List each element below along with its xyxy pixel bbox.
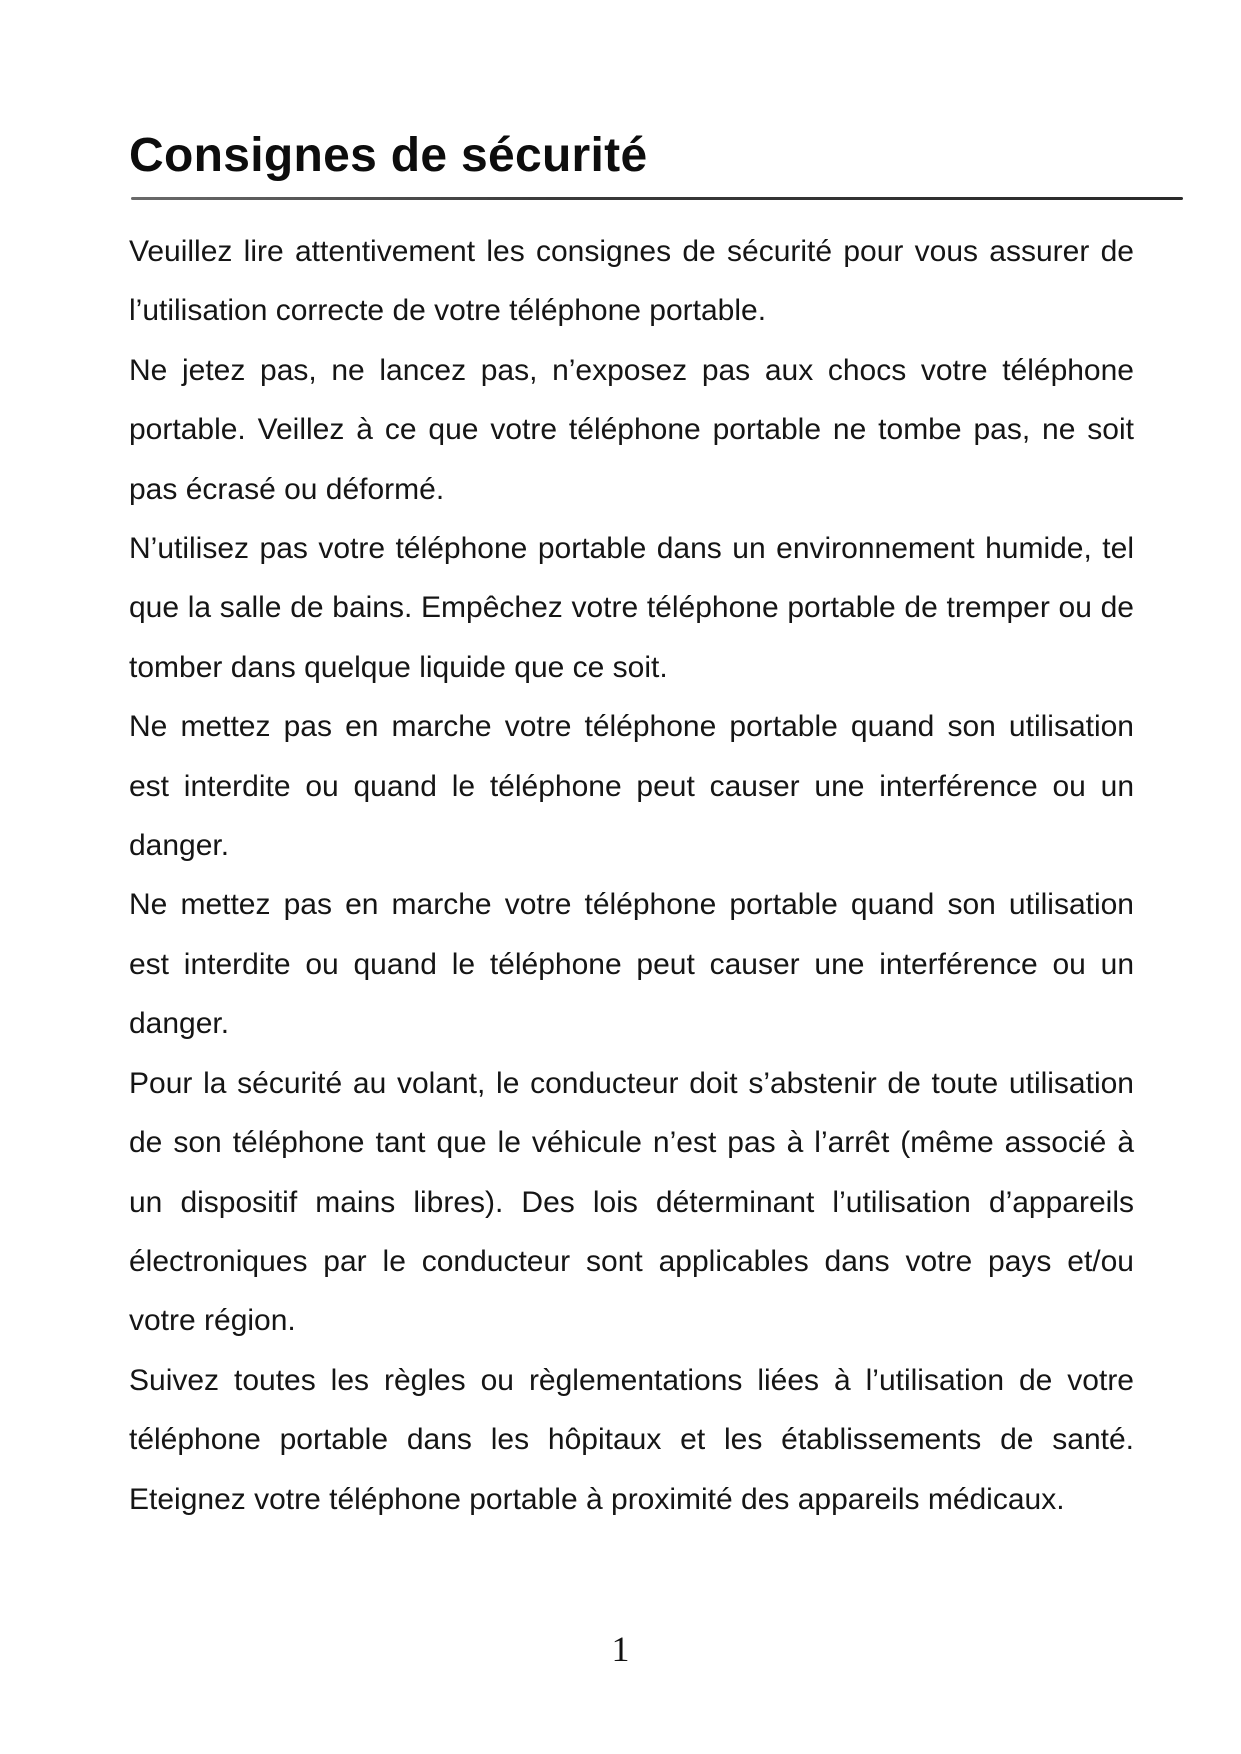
paragraph-forbidden-use-repeat: Ne mettez pas en marche votre téléphone portable quand son utilisation est interdite ou quand le téléphone peut causer une interférence ou un danger. bbox=[129, 888, 1134, 1041]
page-number: 1 bbox=[611, 1629, 630, 1669]
paragraph-forbidden-use: Ne mettez pas en marche votre téléphone portable quand son utilisation est interdite ou quand le téléphone peut causer une interférence ou un danger. bbox=[129, 710, 1134, 863]
document-body bbox=[129, 222, 1134, 1529]
paragraph-hospitals: Suivez toutes les règles ou règlementations liées à l’utilisation de votre téléphone portable dans les hôpitaux et les établissements de santé. Eteignez votre téléphone portable à proximité des appareils médicaux. bbox=[129, 1363, 1134, 1516]
paragraph-shock: Ne jetez pas, ne lancez pas, n’exposez pas aux chocs votre téléphone portable. Veillez à ce que votre téléphone portable ne tombe pas, ne soit pas écrasé ou déformé. bbox=[129, 353, 1134, 506]
paragraph-humidity: N’utilisez pas votre téléphone portable dans un environnement humide, tel que la salle de bains. Empêchez votre téléphone portable de tremper ou de tomber dans quelque liquide que ce soit. bbox=[129, 532, 1134, 684]
paragraph-intro: Veuillez lire attentivement les consignes de sécurité pour vous assurer de l’utilisation correcte de votre téléphone portable. bbox=[129, 235, 1134, 328]
page-title: Consignes de sécurité bbox=[129, 129, 648, 182]
title-divider bbox=[131, 197, 1183, 200]
paragraph-driving: Pour la sécurité au volant, le conducteur doit s’abstenir de toute utilisation de son téléphone tant que le véhicule n’est pas à l’arrêt (même associé à un dispositif mains libres). Des lois déterminant l’utilisation d’appareils électroniques par le conducteur sont applicables dans votre pays et/ou votre région. bbox=[129, 1066, 1134, 1338]
